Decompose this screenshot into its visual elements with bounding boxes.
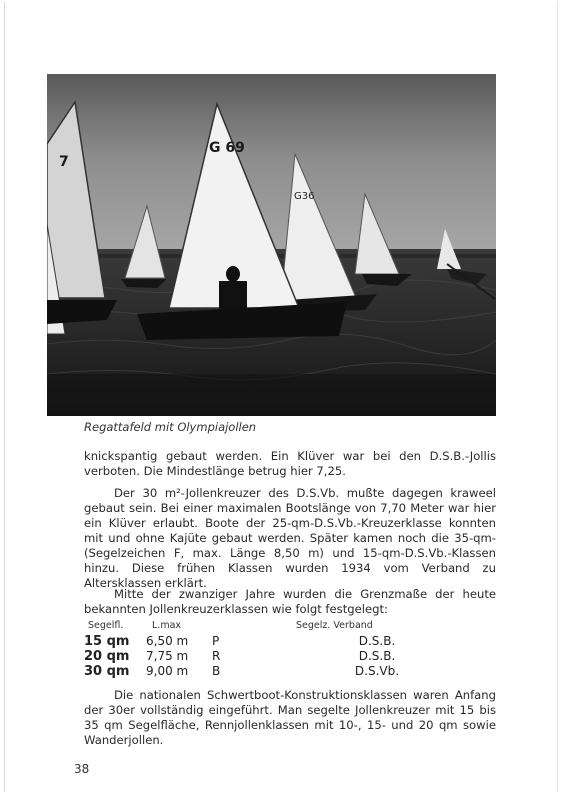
header-segelz-verband: Segelz. Verband [296,620,373,631]
paragraph-2 [84,486,496,591]
paragraph-4 [84,688,496,748]
cell-area: 20 qm [84,649,130,664]
table-row [84,664,496,679]
class-table [84,620,496,679]
paragraph-text: Der 30 m²-Jollenkreuzer des D.S.Vb. mußte dagegen kraweel gebaut sein. Bei einer maximalen Bootslänge von 7,70 Meter war hier ein Klüver erlaubt. Boote der 25-qm-D.S.Vb.-Kreuzerklasse konnten mit und ohne Kajüte gebaut werden. Später kamen noch die 35-qm- (Segelzeichen F, max. Länge 8,50 m) und 15-qm-D.S.Vb.-Klassen hinzu. Diese frühen Klassen wurden 1934 vom Verband zu Altersklassen erklärt. [84,486,496,590]
regatta-photo [47,74,496,416]
paragraph-text: Mitte der zwanziger Jahre wurden die Grenzmaße der heute bekannten Jollenkreuzerklassen wie folgt festgelegt: [84,587,496,616]
cell-sign: P [212,634,220,648]
sail-number-g69: G 69 [209,140,245,156]
photo-caption: Regattafeld mit Olympiajollen [84,420,257,434]
cell-area: 15 qm [84,634,130,649]
table-header [84,620,496,634]
paragraph-text: Die nationalen Schwertboot-Konstruktionsklassen waren Anfang der 30er vollständig eingeführt. Man segelte Jollenkreuzer mit 15 bis 35 qm Segelfläche, Rennjollenklassen mit 10-, 15- und 20 qm sowie Wanderjollen. [84,688,496,747]
sailor-body [219,281,247,311]
table-row [84,634,496,649]
paragraph-3 [84,587,496,617]
sail-number-7: 7 [59,154,69,170]
page-number: 38 [74,762,90,776]
cell-sign: R [212,649,221,663]
cell-area: 30 qm [84,664,130,679]
cell-length: 7,75 m [146,649,189,663]
sailor-head [226,266,240,282]
cell-association: D.S.B. [358,649,396,663]
header-lmax: L.max [152,620,182,631]
cell-length: 6,50 m [146,634,189,648]
sky [47,74,496,264]
sail-number-g36: G36 [294,191,315,202]
paragraph-1 [84,449,496,479]
table-row [84,649,496,664]
header-segelfl: Segelfl. [88,620,124,631]
cell-association: D.S.Vb. [354,664,400,678]
cell-sign: B [212,664,221,678]
cell-length: 9,00 m [146,664,189,678]
cell-association: D.S.B. [358,634,396,648]
paragraph-text: knickspantig gebaut werden. Ein Klüver war bei den D.S.B.-Jollis verboten. Die Mindestlänge betrug hier 7,25. [84,449,496,478]
